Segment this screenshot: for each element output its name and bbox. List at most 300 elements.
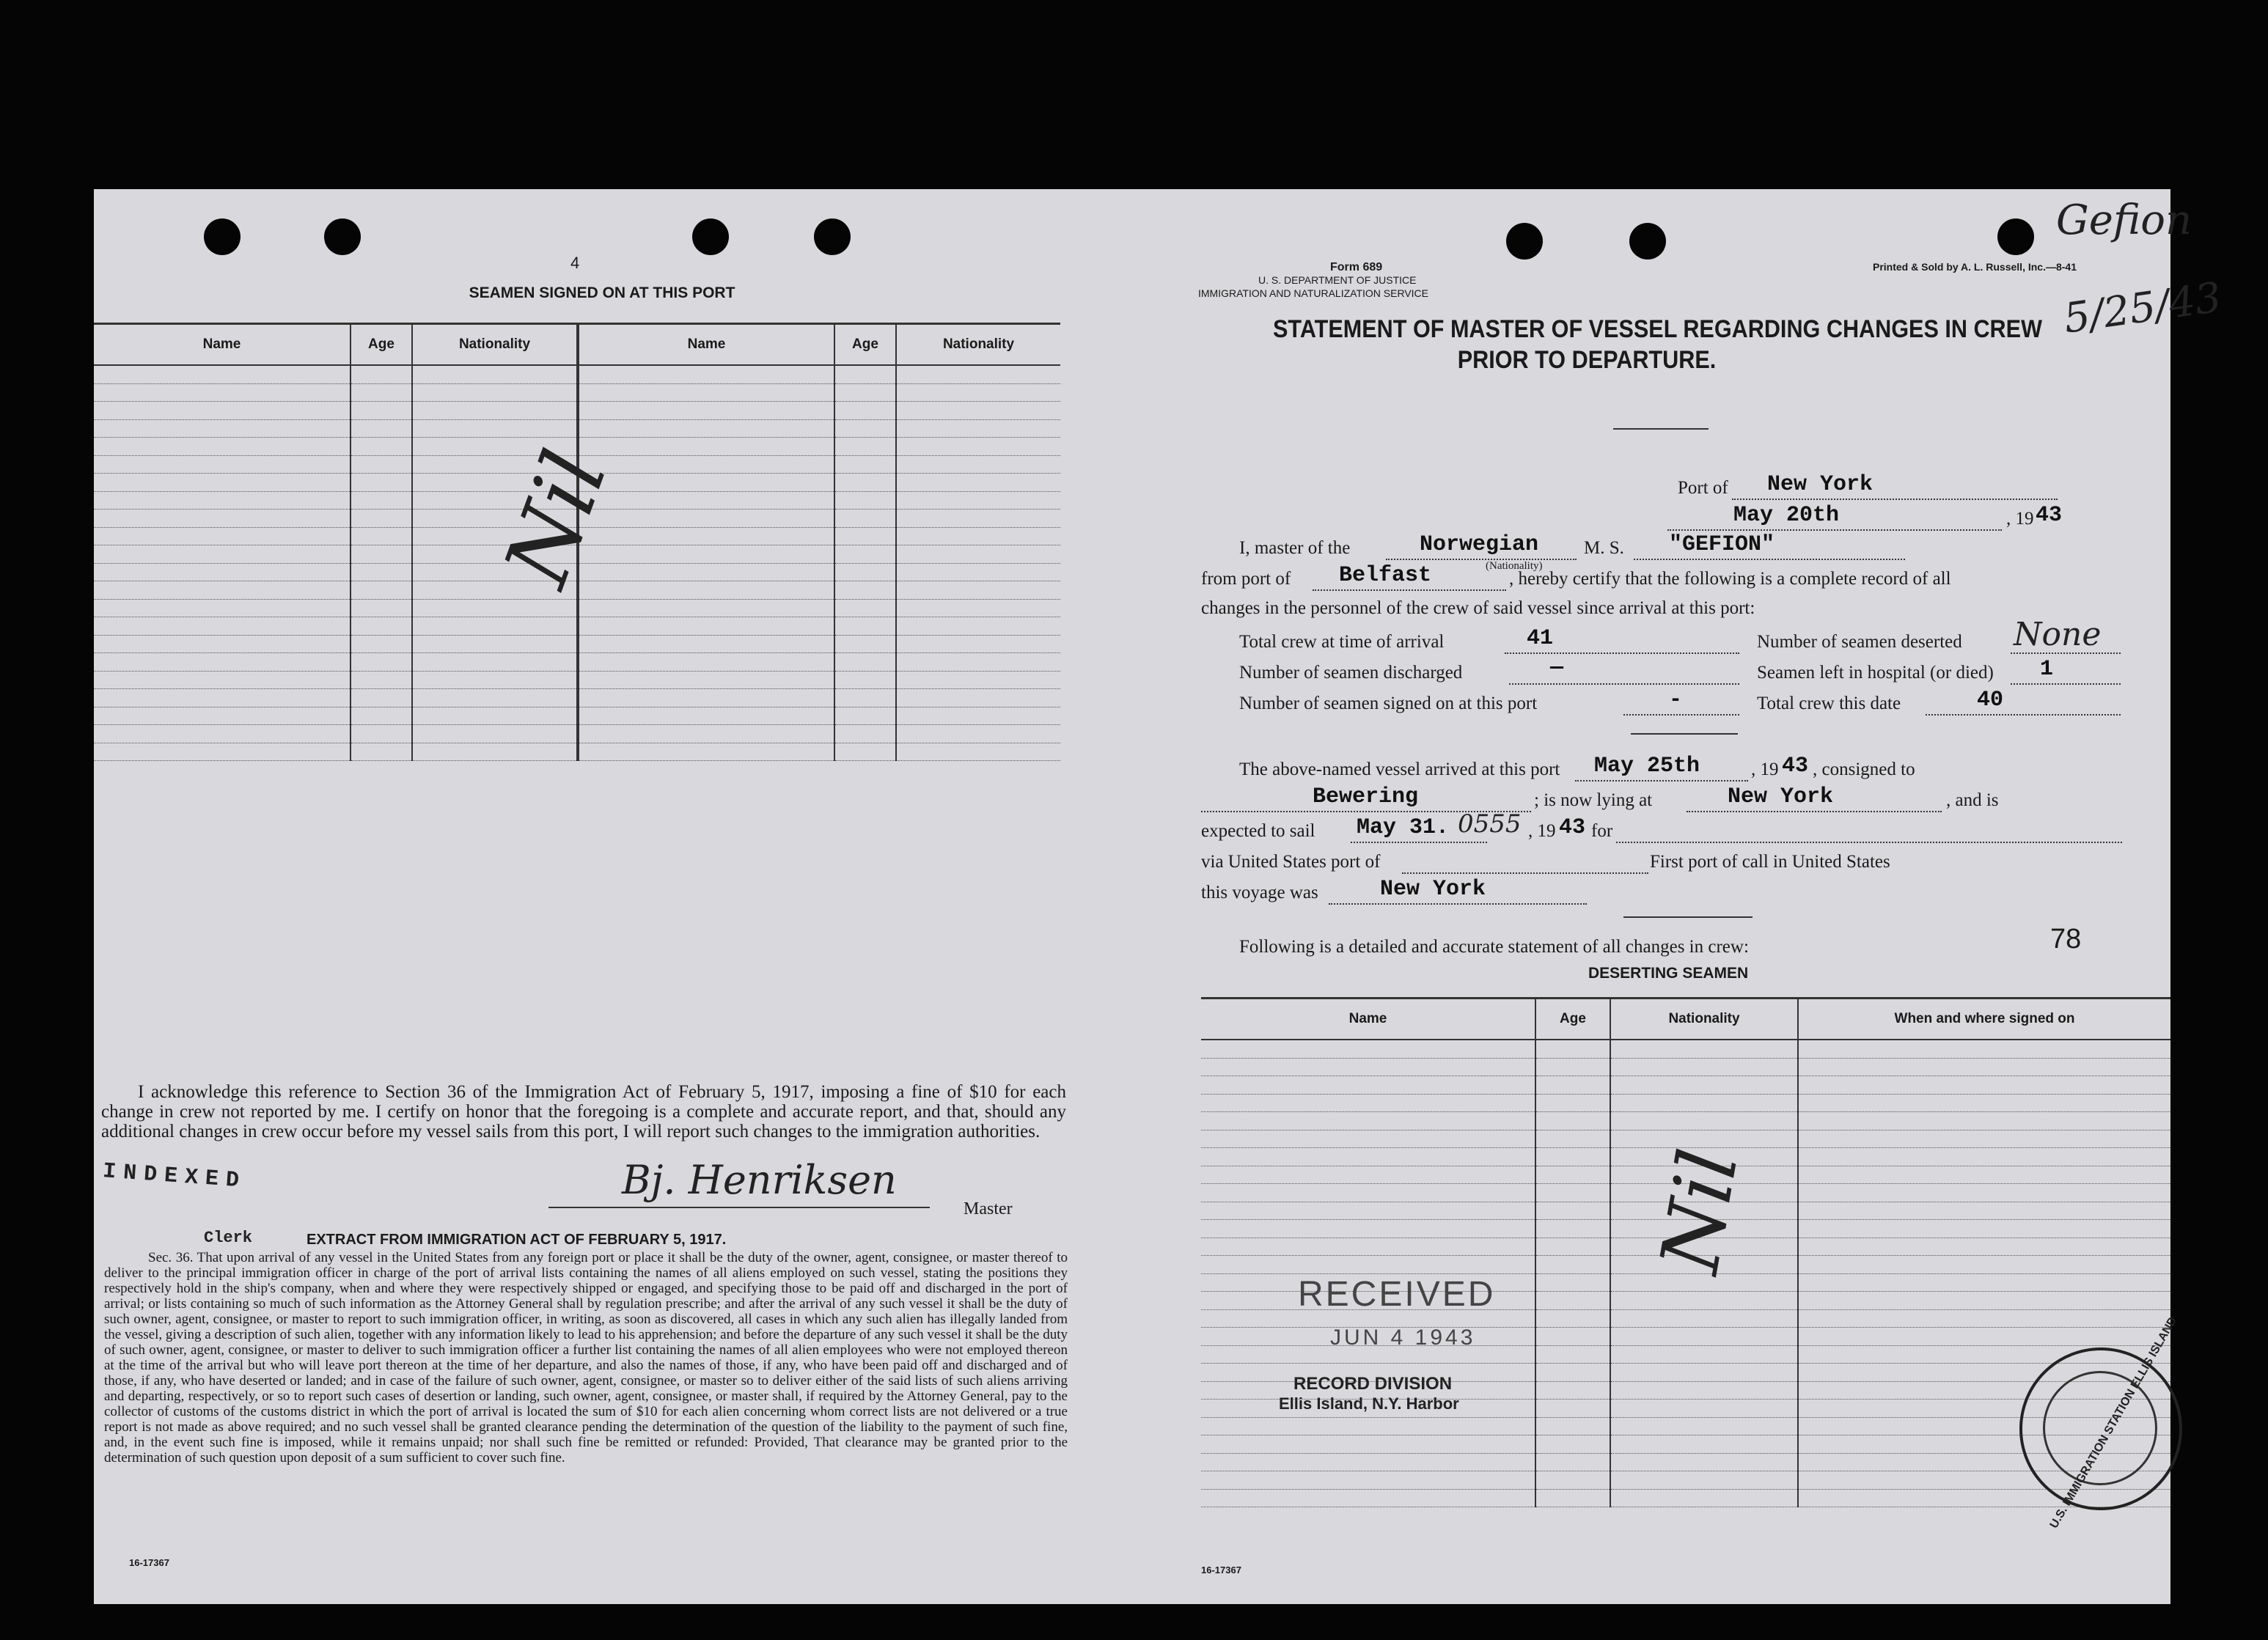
- column-header-name: Name: [1201, 999, 1535, 1040]
- table-cell: [896, 365, 1060, 383]
- table-cell: [578, 743, 834, 761]
- table-cell: [1535, 1328, 1610, 1346]
- table-cell: [1535, 1453, 1610, 1471]
- table-cell: [351, 707, 412, 725]
- table-cell: [351, 617, 412, 636]
- master-of-label: I, master of the: [1239, 538, 1351, 558]
- table-cell: [1535, 1435, 1610, 1454]
- table-cell: [1201, 1453, 1535, 1471]
- arrived-year: 43: [1782, 754, 1809, 779]
- table-cell: [1798, 1238, 2170, 1256]
- table-cell: [578, 689, 834, 707]
- table-cell: [578, 510, 834, 528]
- nil-handwritten-mark: Nil: [485, 438, 628, 599]
- table-row: [94, 689, 1060, 707]
- punch-hole: [204, 218, 241, 255]
- table-cell: [896, 419, 1060, 438]
- table-cell: [351, 491, 412, 510]
- column-header-when-where: When and where signed on: [1798, 999, 2170, 1040]
- service: IMMIGRATION AND NATURALIZATION SERVICE: [1198, 287, 1428, 299]
- vessel-type: M. S.: [1584, 538, 1624, 558]
- table-cell: [1201, 1184, 1535, 1202]
- table-cell: [1201, 1130, 1535, 1148]
- from-port-value: Belfast: [1339, 563, 1432, 588]
- table-cell: [1798, 1184, 2170, 1202]
- table-cell: [1535, 1220, 1610, 1238]
- table-cell: [351, 671, 412, 689]
- arrived-label: The above-named vessel arrived at this port: [1239, 760, 1560, 779]
- table-row: [1201, 1130, 2170, 1148]
- table-cell: [1610, 1292, 1798, 1310]
- table-cell: [94, 438, 351, 456]
- table-cell: [351, 438, 412, 456]
- table-row: [1201, 1489, 2170, 1507]
- table-cell: [94, 402, 351, 420]
- table-cell: [1535, 1489, 1610, 1507]
- table-cell: [1798, 1273, 2170, 1292]
- table-cell: [94, 635, 351, 653]
- table-cell: [94, 491, 351, 510]
- via-line: [1402, 872, 1648, 874]
- table-cell: [578, 725, 834, 743]
- table-cell: [94, 563, 351, 581]
- table-cell: [1610, 1489, 1798, 1507]
- page-title: SEAMEN SIGNED ON AT THIS PORT: [469, 284, 735, 301]
- sheet-number: 78: [2050, 924, 2082, 955]
- table-cell: [351, 653, 412, 672]
- table-cell: [1798, 1112, 2170, 1130]
- table-cell: [412, 365, 578, 383]
- column-header-nationality: Nationality: [1610, 999, 1798, 1040]
- table-cell: [94, 545, 351, 564]
- table-cell: [1535, 1184, 1610, 1202]
- table-cell: [896, 527, 1060, 545]
- hospital-value: 1: [2040, 657, 2054, 682]
- table-cell: [94, 725, 351, 743]
- table-cell: [1798, 1058, 2170, 1076]
- table-cell: [896, 707, 1060, 725]
- table-cell: [834, 689, 896, 707]
- table-cell: [834, 491, 896, 510]
- table-cell: [896, 402, 1060, 420]
- divider: [1623, 916, 1753, 918]
- table-row: [94, 402, 1060, 420]
- table-cell: [834, 438, 896, 456]
- voyage-line: [1329, 903, 1587, 905]
- circular-date-stamp: [2019, 1314, 2182, 1531]
- form-code: 16-17367: [1201, 1564, 1241, 1575]
- table-cell: [1535, 1292, 1610, 1310]
- table-cell: [896, 743, 1060, 761]
- table-cell: [351, 383, 412, 402]
- table-row: [94, 635, 1060, 653]
- table-cell: [1535, 1130, 1610, 1148]
- table-cell: [351, 563, 412, 581]
- table-cell: [834, 455, 896, 474]
- total-date-label: Total crew this date: [1757, 694, 1901, 713]
- table-row: [94, 438, 1060, 456]
- table-row: [94, 617, 1060, 636]
- table-cell: [834, 671, 896, 689]
- table-cell: [1798, 1040, 2170, 1058]
- table-cell: [1535, 1148, 1610, 1166]
- table-cell: [1610, 1130, 1798, 1148]
- table-row: [94, 707, 1060, 725]
- table-cell: [578, 581, 834, 600]
- table-cell: [1798, 1130, 2170, 1148]
- table-cell: [834, 545, 896, 564]
- table-cell: [834, 725, 896, 743]
- expected-line: [1351, 842, 1487, 843]
- column-header-name: Name: [578, 324, 834, 366]
- clerk-label: Clerk: [204, 1229, 253, 1247]
- for-label: for: [1591, 821, 1613, 841]
- table-cell: [1798, 1292, 2170, 1310]
- table-cell: [1535, 1058, 1610, 1076]
- table-cell: [834, 743, 896, 761]
- table-cell: [351, 545, 412, 564]
- table-cell: [1610, 1364, 1798, 1382]
- expected-year: 43: [1559, 815, 1586, 840]
- table-cell: [834, 653, 896, 672]
- table-cell: [94, 707, 351, 725]
- corner-vessel-note: Gefion: [2056, 196, 2192, 244]
- consignee-value: Bewering: [1313, 784, 1419, 809]
- lying-value: New York: [1728, 784, 1834, 809]
- table-cell: [834, 563, 896, 581]
- table-cell: [351, 743, 412, 761]
- received-stamp: RECEIVED: [1298, 1275, 1496, 1314]
- table-cell: [1201, 1417, 1535, 1435]
- received-date-stamp: JUN 4 1943: [1330, 1325, 1476, 1350]
- table-cell: [1201, 1112, 1535, 1130]
- arrived-year-prefix: , 19: [1751, 760, 1779, 779]
- table-cell: [94, 581, 351, 600]
- table-cell: [1201, 1256, 1535, 1274]
- table-cell: [1610, 1273, 1798, 1292]
- table-cell: [896, 581, 1060, 600]
- nil-handwritten-mark: Nil: [1642, 1142, 1756, 1280]
- vessel-name: "GEFION": [1669, 532, 1775, 557]
- table-cell: [1535, 1094, 1610, 1112]
- table-cell: [1610, 1453, 1798, 1471]
- table-cell: [834, 365, 896, 383]
- port-value: New York: [1767, 472, 1874, 497]
- table-cell: [1610, 1058, 1798, 1076]
- table-cell: [1798, 1076, 2170, 1095]
- table-cell: [1535, 1273, 1610, 1292]
- signature-line: [548, 1207, 930, 1208]
- table-cell: [834, 402, 896, 420]
- table-cell: [834, 599, 896, 617]
- arrived-line: [1575, 780, 1748, 782]
- table-cell: [896, 653, 1060, 672]
- via-label: via United States port of: [1201, 852, 1381, 872]
- table-cell: [412, 689, 578, 707]
- table-cell: [834, 617, 896, 636]
- table-cell: [1610, 1400, 1798, 1418]
- column-header-age: Age: [1535, 999, 1610, 1040]
- lying-line: [1687, 811, 1942, 812]
- printer-credit: Printed & Sold by A. L. Russell, Inc.—8-41: [1873, 261, 2077, 273]
- date-value: May 20th: [1733, 503, 1840, 528]
- extract-title: EXTRACT FROM IMMIGRATION ACT OF FEBRUARY 5, 1917.: [307, 1232, 727, 1248]
- nationality-line: [1386, 559, 1577, 560]
- table-cell: [578, 563, 834, 581]
- master-label: Master: [964, 1199, 1013, 1218]
- table-cell: [834, 510, 896, 528]
- total-arrival-value: 41: [1527, 626, 1554, 651]
- arrived-value: May 25th: [1594, 754, 1700, 779]
- deserted-label: Number of seamen deserted: [1757, 632, 1962, 652]
- circular-stamp-text: U.S. IMMIGRATION STATION ELLIS ISLAND: [2047, 1314, 2180, 1531]
- table-cell: [1201, 1058, 1535, 1076]
- table-cell: [834, 635, 896, 653]
- statement-label: Following is a detailed and accurate statement of all changes in crew:: [1239, 937, 1749, 957]
- table-cell: [896, 617, 1060, 636]
- divider: [1631, 733, 1738, 735]
- discharged-value: —: [1550, 655, 1564, 680]
- table-cell: [94, 455, 351, 474]
- table-cell: [578, 438, 834, 456]
- table-cell: [94, 510, 351, 528]
- table-cell: [834, 581, 896, 600]
- table-cell: [412, 743, 578, 761]
- table-row: [94, 743, 1060, 761]
- deserted-value: None: [2014, 616, 2102, 653]
- table-cell: [896, 671, 1060, 689]
- table-cell: [896, 491, 1060, 510]
- table-row: [94, 365, 1060, 383]
- table-cell: [1201, 1148, 1535, 1166]
- consigned-label: , consigned to: [1813, 760, 1915, 779]
- hospital-label: Seamen left in hospital (or died): [1757, 663, 1994, 683]
- table-row: [94, 383, 1060, 402]
- table-cell: [94, 383, 351, 402]
- table-cell: [94, 743, 351, 761]
- changes-text: changes in the personnel of the crew of said vessel since arrival at this port:: [1201, 598, 1755, 618]
- corner-date-note: 5/25/43: [2060, 273, 2225, 343]
- table-cell: [412, 725, 578, 743]
- table-cell: [351, 725, 412, 743]
- table-cell: [896, 510, 1060, 528]
- table-cell: [94, 474, 351, 492]
- table-cell: [1201, 1489, 1535, 1507]
- table-cell: [834, 383, 896, 402]
- table-cell: [896, 474, 1060, 492]
- year-prefix: , 19: [2006, 509, 2034, 529]
- table-cell: [578, 402, 834, 420]
- table-cell: [834, 419, 896, 438]
- table-cell: [896, 455, 1060, 474]
- table-cell: [896, 599, 1060, 617]
- punch-hole: [814, 218, 851, 255]
- table-cell: [1535, 1040, 1610, 1058]
- port-line: [1732, 499, 2058, 500]
- table-row: [1201, 1058, 2170, 1076]
- table-cell: [351, 581, 412, 600]
- expected-value: May 31.: [1357, 815, 1450, 840]
- table-cell: [1535, 1345, 1610, 1364]
- table-cell: [1610, 1076, 1798, 1095]
- table-cell: [1610, 1094, 1798, 1112]
- voyage-label: this voyage was: [1201, 883, 1318, 902]
- table-cell: [896, 563, 1060, 581]
- table-row: [94, 653, 1060, 672]
- table-cell: [1201, 1076, 1535, 1095]
- signed-on-value: -: [1669, 688, 1683, 713]
- table-cell: [1535, 1202, 1610, 1220]
- punch-hole: [1506, 223, 1543, 260]
- table-cell: [1201, 1040, 1535, 1058]
- table-cell: [578, 599, 834, 617]
- table-cell: [1798, 1328, 2170, 1346]
- signed-on-line: [1623, 714, 1739, 716]
- lying-label: ; is now lying at: [1534, 790, 1653, 810]
- certify-text: , hereby certify that the following is a complete record of all: [1509, 569, 1951, 589]
- table-cell: [412, 617, 578, 636]
- column-header-name: Name: [94, 324, 351, 366]
- expected-label: expected to sail: [1201, 821, 1315, 841]
- table-cell: [351, 599, 412, 617]
- ellis-island-stamp: Ellis Island, N.Y. Harbor: [1279, 1394, 1459, 1413]
- first-port-label: First port of call in United States: [1650, 852, 1890, 872]
- table-cell: [94, 671, 351, 689]
- divider: [1613, 428, 1709, 430]
- table-cell: [896, 438, 1060, 456]
- table-cell: [351, 510, 412, 528]
- table-cell: [351, 527, 412, 545]
- page-number: 4: [570, 254, 580, 272]
- from-port-line: [1313, 589, 1506, 591]
- table-cell: [94, 653, 351, 672]
- table-cell: [1201, 1094, 1535, 1112]
- table-cell: [94, 527, 351, 545]
- table-cell: [578, 653, 834, 672]
- table-cell: [1610, 1040, 1798, 1058]
- hospital-line: [2011, 683, 2121, 685]
- table-cell: [1798, 1220, 2170, 1238]
- table-cell: [412, 707, 578, 725]
- table-cell: [1535, 1256, 1610, 1274]
- table-cell: [1798, 1094, 2170, 1112]
- table-cell: [1610, 1112, 1798, 1130]
- table-cell: [1610, 1381, 1798, 1400]
- table-cell: [1610, 1345, 1798, 1364]
- table-cell: [578, 527, 834, 545]
- table-cell: [351, 455, 412, 474]
- acknowledgement-text: I acknowledge this reference to Section 36 of the Immigration Act of February 5, 1917, imposing a fine of $10 for each change in crew not reported by me. I certify on honor that the foregoing is a complete and accurate report, and that, should any additional changes in crew occur before my vessel sails from this port, I will report such changes to the immigration authorities.: [101, 1082, 1066, 1141]
- signed-on-label: Number of seamen signed on at this port: [1239, 694, 1538, 713]
- table-cell: [1798, 1202, 2170, 1220]
- table-cell: [412, 599, 578, 617]
- table-cell: [94, 617, 351, 636]
- and-is-label: , and is: [1946, 790, 1999, 810]
- total-date-value: 40: [1977, 688, 2004, 713]
- table-cell: [1535, 1112, 1610, 1130]
- table-cell: [1535, 1417, 1610, 1435]
- deserting-title: DESERTING SEAMEN: [1588, 965, 1749, 982]
- table-cell: [1201, 1238, 1535, 1256]
- nationality-value: Norwegian: [1420, 532, 1539, 557]
- form-title-line1: STATEMENT OF MASTER OF VESSEL REGARDING CHANGES IN CREW: [1273, 315, 2042, 343]
- form-code: 16-17367: [129, 1557, 169, 1568]
- department: U. S. DEPARTMENT OF JUSTICE: [1258, 274, 1417, 286]
- table-cell: [1610, 1471, 1798, 1490]
- table-row: [94, 671, 1060, 689]
- form-number: Form 689: [1330, 261, 1383, 273]
- voyage-value: New York: [1380, 877, 1486, 902]
- table-cell: [351, 402, 412, 420]
- table-cell: [1535, 1309, 1610, 1328]
- table-cell: [94, 365, 351, 383]
- table-cell: [351, 689, 412, 707]
- table-cell: [1201, 1220, 1535, 1238]
- table-cell: [1798, 1256, 2170, 1274]
- table-cell: [896, 545, 1060, 564]
- table-cell: [578, 671, 834, 689]
- table-cell: [351, 635, 412, 653]
- table-cell: [578, 635, 834, 653]
- discharged-label: Number of seamen discharged: [1239, 663, 1463, 683]
- date-line: [1667, 529, 2002, 531]
- table-cell: [1201, 1471, 1535, 1490]
- table-cell: [578, 617, 834, 636]
- table-row: [1201, 1112, 2170, 1130]
- table-cell: [412, 402, 578, 420]
- table-cell: [412, 635, 578, 653]
- from-port-label: from port of: [1201, 569, 1291, 589]
- table-cell: [1201, 1166, 1535, 1184]
- table-cell: [896, 725, 1060, 743]
- table-row: [94, 419, 1060, 438]
- table-cell: [1201, 1435, 1535, 1454]
- table-cell: [412, 419, 578, 438]
- table-cell: [1798, 1166, 2170, 1184]
- table-cell: [834, 707, 896, 725]
- year-value: 43: [2036, 503, 2063, 528]
- table-cell: [578, 383, 834, 402]
- expected-time: 0555: [1458, 809, 1522, 839]
- column-header-age: Age: [834, 324, 896, 366]
- table-cell: [1610, 1435, 1798, 1454]
- table-row: [1201, 1076, 2170, 1095]
- for-line: [1616, 842, 2122, 843]
- right-page: [1110, 189, 2225, 1604]
- table-cell: [896, 635, 1060, 653]
- table-header: [1201, 999, 2170, 1040]
- table-cell: [834, 474, 896, 492]
- master-signature: Bj. Henriksen: [622, 1157, 897, 1203]
- table-cell: [1798, 1309, 2170, 1328]
- table-cell: [578, 545, 834, 564]
- form-title-line2: PRIOR TO DEPARTURE.: [1457, 346, 1717, 374]
- table-cell: [1610, 1328, 1798, 1346]
- table-cell: [351, 474, 412, 492]
- column-header-nationality: Nationality: [412, 324, 578, 366]
- table-cell: [1535, 1471, 1610, 1490]
- punch-hole: [692, 218, 729, 255]
- nationality-caption: (Nationality): [1486, 560, 1543, 572]
- table-cell: [351, 365, 412, 383]
- table-cell: [834, 527, 896, 545]
- table-cell: [1535, 1364, 1610, 1382]
- table-row: [1201, 1040, 2170, 1058]
- table-cell: [896, 689, 1060, 707]
- table-row: [1201, 1094, 2170, 1112]
- table-cell: [578, 365, 834, 383]
- table-cell: [896, 383, 1060, 402]
